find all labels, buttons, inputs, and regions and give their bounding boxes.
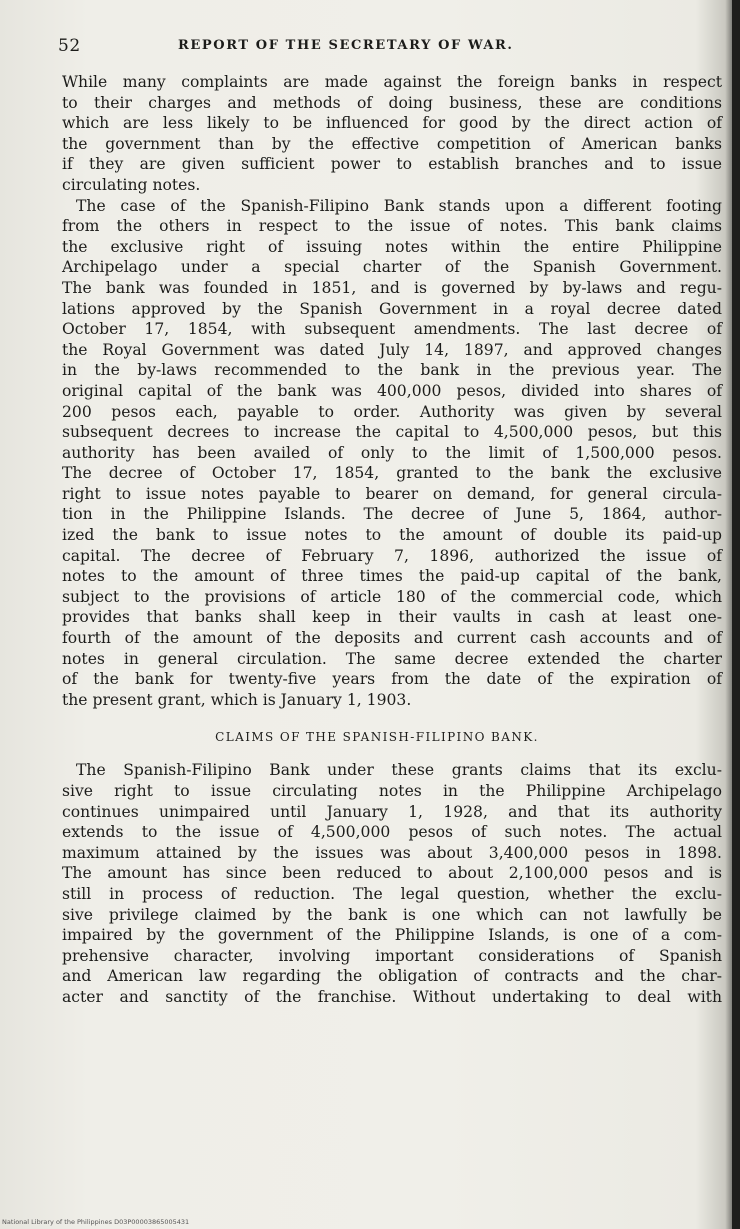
text-line: tion in the Philippine Islands. The decree of June 5, 1864, author- <box>62 505 722 524</box>
running-head: REPORT OF THE SECRETARY OF WAR. <box>178 38 514 53</box>
text-line: circulating notes. <box>62 175 201 194</box>
text-line: notes to the amount of three times the paid-up capital of the bank, <box>62 567 722 586</box>
text-line: extends to the issue of 4,500,000 pesos of such notes. The actual <box>62 823 722 842</box>
text-line: the exclusive right of issuing notes within the entire Philippine <box>62 237 722 256</box>
text-line: capital. The decree of February 7, 1896, authorized the issue of <box>62 546 722 565</box>
text-line: sive privilege claimed by the bank is one which can not lawfully be <box>62 905 722 924</box>
body-text <box>62 72 722 1008</box>
page-number: 52 <box>58 36 81 56</box>
text-line: Archipelago under a special charter of the Spanish Government. <box>62 258 722 277</box>
text-line: acter and sanctity of the franchise. Without undertaking to deal with <box>62 987 722 1006</box>
text-line: the government than by the effective competition of American banks <box>62 134 722 153</box>
text-line: right to issue notes payable to bearer on demand, for general circula- <box>62 484 722 503</box>
text-line: in the by-laws recommended to the bank in the previous year. The <box>62 361 722 380</box>
text-line: notes in general circulation. The same decree extended the charter <box>62 649 722 668</box>
text-line: to their charges and methods of doing business, these are conditions <box>62 93 722 112</box>
paragraph-claims <box>62 760 722 1007</box>
text-line: The case of the Spanish-Filipino Bank stands upon a different footing <box>76 196 722 215</box>
text-line: fourth of the amount of the deposits and current cash accounts and of <box>62 629 722 648</box>
page-edge-shadow <box>732 0 740 1229</box>
scan-credit: National Library of the Philippines D03P00003865005431 <box>2 1218 190 1226</box>
text-line: While many complaints are made against the foreign banks in respect <box>62 73 722 91</box>
text-line: subsequent decrees to increase the capital to 4,500,000 pesos, but this <box>62 423 722 442</box>
text-line: October 17, 1854, with subsequent amendments. The last decree of <box>62 320 722 339</box>
text-line: the Royal Government was dated July 14, 1897, and approved changes <box>62 340 722 359</box>
text-line: prehensive character, involving important considerations of Spanish <box>62 946 722 965</box>
text-line: from the others in respect to the issue of notes. This bank claims <box>62 217 722 236</box>
text-line: The amount has since been reduced to about 2,100,000 pesos and is <box>62 864 722 883</box>
page-header <box>58 36 718 58</box>
text-line: provides that banks shall keep in their vaults in cash at least one- <box>62 608 722 627</box>
text-line: impaired by the government of the Philippine Islands, is one of a com- <box>62 926 722 945</box>
text-line: The bank was founded in 1851, and is governed by by-laws and regu- <box>62 278 722 297</box>
text-line: The decree of October 17, 1854, granted to the bank the exclusive <box>62 464 722 483</box>
text-line: authority has been availed of only to the limit of 1,500,000 pesos. <box>62 443 722 462</box>
text-line: still in process of reduction. The legal question, whether the exclu- <box>62 884 722 903</box>
text-line: lations approved by the Spanish Government in a royal decree dated <box>62 299 722 318</box>
text-line: ized the bank to issue notes to the amount of double its paid-up <box>62 526 722 545</box>
paragraph-spanish-filipino-bank <box>62 196 722 711</box>
text-line: original capital of the bank was 400,000 pesos, divided into shares of <box>62 381 722 400</box>
text-line: maximum attained by the issues was about 3,400,000 pesos in 1898. <box>62 843 722 862</box>
text-line: of the bank for twenty-five years from the date of the expiration of <box>62 670 722 689</box>
paragraph-foreign-banks <box>62 72 722 196</box>
text-line: which are less likely to be influenced for good by the direct action of <box>62 114 722 133</box>
section-heading: CLAIMS OF THE SPANISH-FILIPINO BANK. <box>215 730 539 745</box>
text-line: The Spanish-Filipino Bank under these grants claims that its exclu- <box>76 761 722 780</box>
text-line: sive right to issue circulating notes in the Philippine Archipelago <box>62 782 722 800</box>
text-line: if they are given sufficient power to establish branches and to issue <box>62 155 722 174</box>
text-line: 200 pesos each, payable to order. Authority was given by several <box>62 402 722 421</box>
text-line: subject to the provisions of article 180 of the commercial code, which <box>62 587 722 606</box>
text-line: the present grant, which is January 1, 1903. <box>62 690 412 709</box>
text-line: and American law regarding the obligation of contracts and the char- <box>62 967 722 986</box>
text-line: continues unimpaired until January 1, 1928, and that its authority <box>62 802 722 821</box>
